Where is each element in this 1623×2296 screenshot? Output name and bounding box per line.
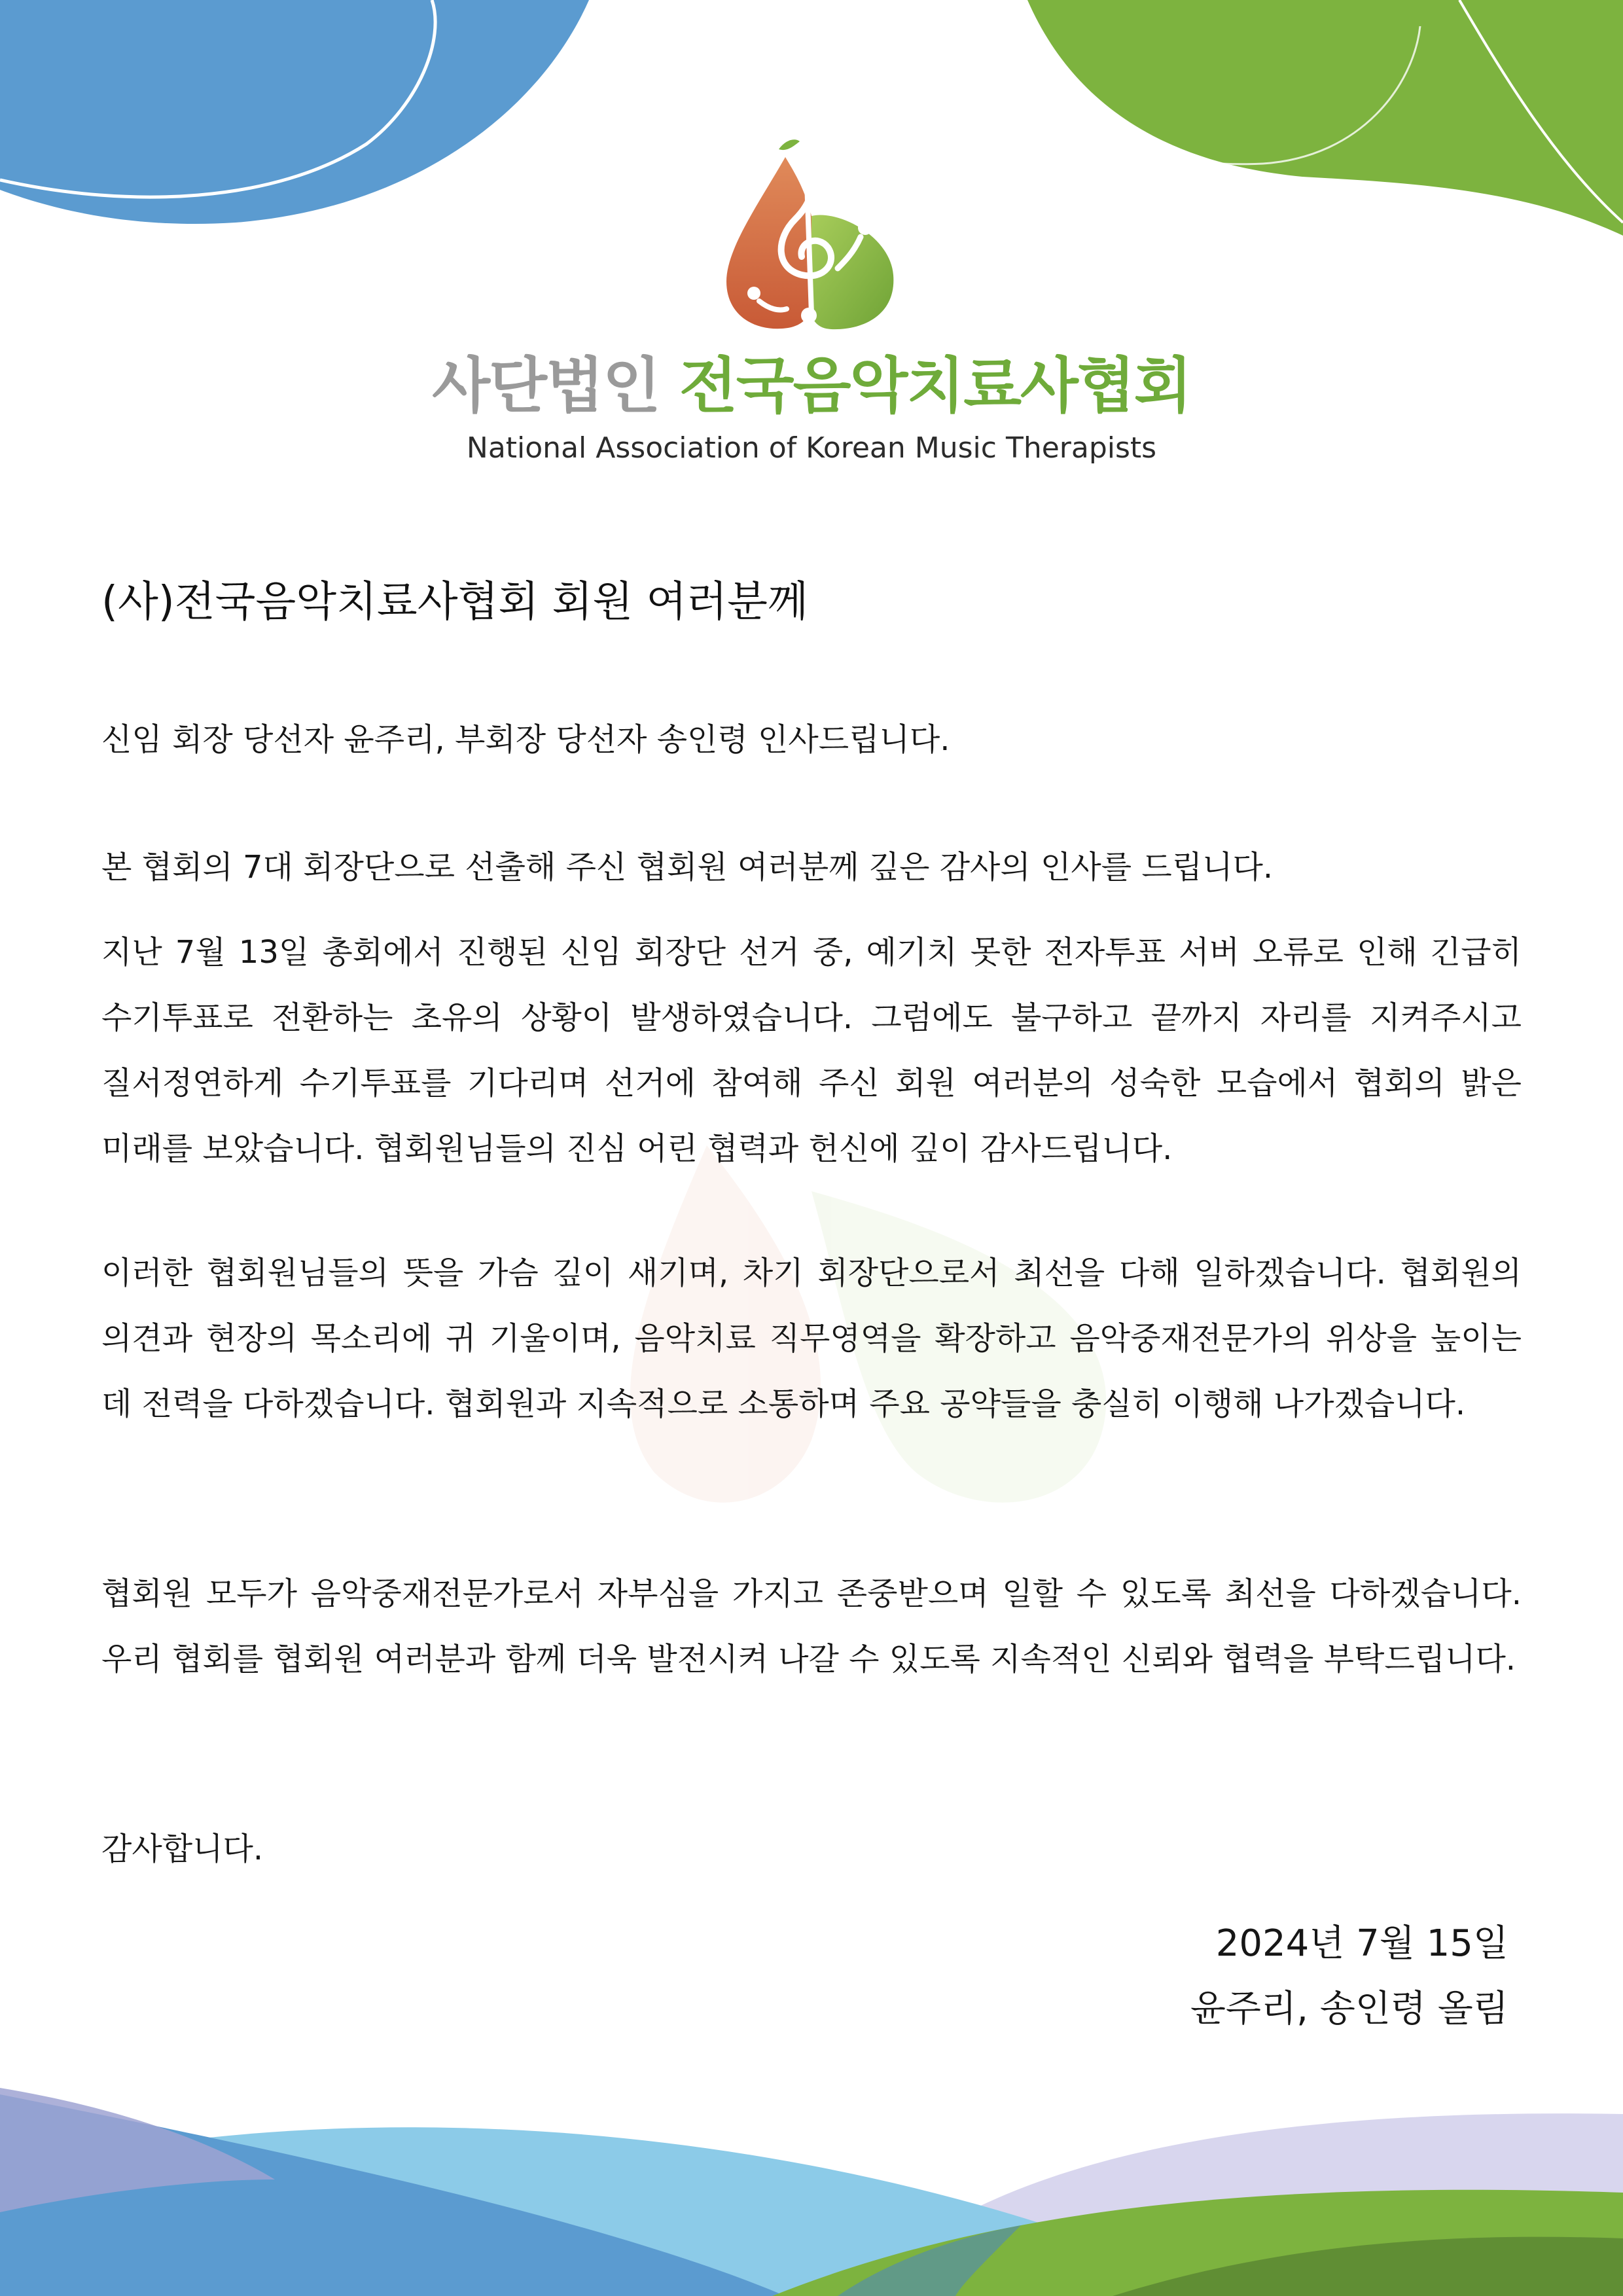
letter-signature: 윤주리, 송인령 올림 [1190,1988,1508,2030]
letter-closing: 감사합니다. [101,1831,264,1867]
organization-name [0,347,1623,425]
letter-paragraph-5: 협회원 모두가 음악중재전문가로서 자부심을 가지고 존중받으며 일할 수 있도록 최선을 다하겠습니다. 우리 협회를 협회원 여러분과 함께 더욱 발전시켜 나갈 수 있도록 지속적인 신뢰와 협력을 부탁드립니다. [101,1575,1522,1677]
org-prefix: 사단법인 [432,351,660,421]
letter-paragraph-1: 신임 회장 당선자 윤주리, 부회장 당선자 송인령 인사드립니다. [101,721,950,758]
organization-name-english: National Association of Korean Music Therapists [466,431,1157,465]
letter-paragraph-4: 이러한 협회원님들의 뜻을 가슴 깊이 새기며, 차기 회장단으로서 최선을 다해 일하겠습니다. 협회원의 의견과 현장의 목소리에 귀 기울이며, 음악치료 직무영역을 확장하고 음악중재전문가의 위상을 높이는 데 전력을 다하겠습니다. 협회원과 지속적으로 소통하며 주요 공약들을 충실히 이행해 나가겠습니다. [101,1255,1522,1422]
letter-paragraph-2: 본 협회의 7대 회장단으로 선출해 주신 협회원 여러분께 깊은 감사의 인사를 드립니다. [101,849,1274,886]
treble-clef-heart-icon [713,137,910,340]
letter-paragraph-3: 지난 7월 13일 총회에서 진행된 신임 회장단 선거 중, 예기치 못한 전자투표 서버 오류로 인해 긴급히 수기투표로 전환하는 초유의 상황이 발생하였습니다. 그럼에도 불구하고 끝까지 자리를 지켜주시고 질서정연하게 수기투표를 기다리며 선거에 참여해 주신 회원 여러분의 성숙한 모습에서 협회의 밝은 미래를 보았습니다. 협회원님들의 진심 어린 협력과 헌신에 깊이 감사드립니다. [101,934,1522,1167]
letter-date: 2024년 7월 15일 [1215,1922,1508,1965]
letter-salutation: (사)전국음악치료사협회 회원 여러분께 [101,578,808,626]
org-main-name: 전국음악치료사협회 [679,351,1191,421]
